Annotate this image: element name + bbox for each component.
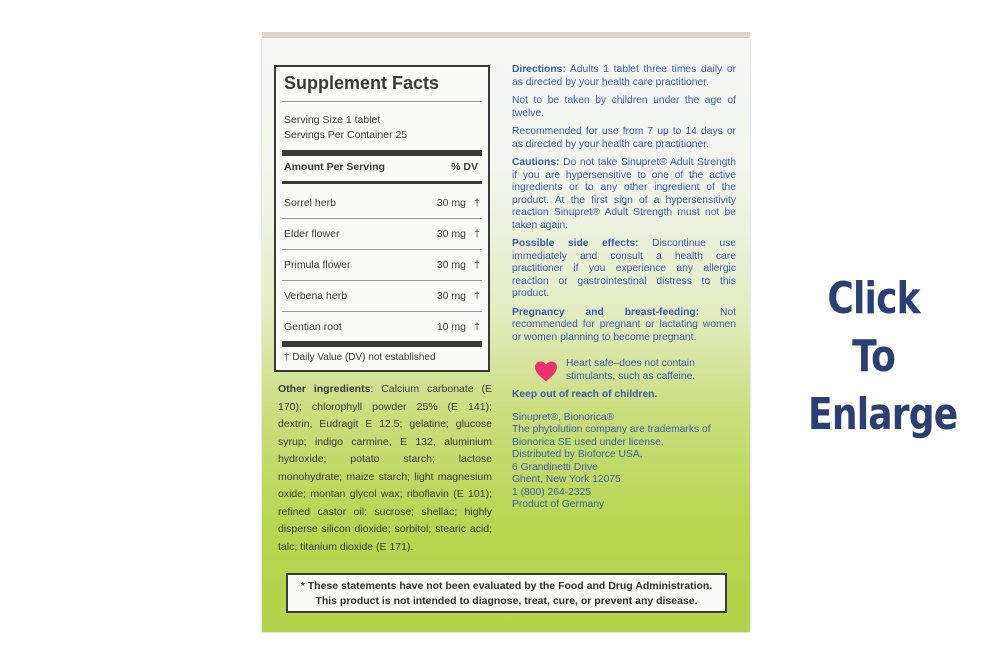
cautions: [512, 157, 736, 232]
nutrient-name: Elder flower: [284, 228, 340, 240]
address-line-1: 6 Grandinetti Drive: [512, 461, 598, 473]
directions-column: [512, 64, 736, 512]
pregnancy-label: Pregnancy and breast-feeding:: [512, 306, 700, 318]
dv-header: % DV: [451, 161, 478, 173]
disclaimer-line-2: This product is not intended to diagnose, treat, cure, or prevent any disease.: [315, 595, 698, 607]
dv-footnote: † Daily Value (DV) not established: [284, 352, 436, 363]
cta-line-1: Click To: [827, 273, 920, 382]
phone-number: 1 (800) 264-2325: [512, 486, 592, 498]
nutrient-dv: †: [474, 321, 480, 333]
side-effects: [512, 238, 736, 301]
usage-duration: Recommended for use from 7 up to 14 days or as directed by your health care practitioner.: [512, 126, 736, 150]
serving-size: Serving Size 1 tablet: [284, 114, 381, 126]
amount-header-row: [284, 161, 480, 173]
distributor: Distributed by Bioforce USA,: [512, 449, 643, 460]
nutrient-row: [284, 228, 480, 242]
nutrient-name: Verbena herb: [284, 290, 348, 302]
trademark-note: The phytolution company are trademarks of Bionorica SE used under license.: [512, 424, 711, 448]
thick-divider: [282, 150, 482, 156]
nutrient-amount: 30 mg: [436, 290, 466, 302]
nutrient-dv: †: [474, 197, 480, 209]
nutrient-name: Primula flower: [284, 259, 351, 271]
click-to-enlarge-link[interactable]: [808, 270, 958, 444]
disclaimer-line-1: * These statements have not been evaluated by the Food and Drug Administration.: [300, 580, 713, 592]
other-ingredients-text: : Calcium carbonate (E 170); chlorophyll powder 25% (E 141); dextrin, Eudragit E 12.5; gelatine; glucose syrup; indigo carmine, E 132, aluminium hydroxide; potato starch; lactose monohydrate; maize starch; light magnesium oxide; montan glycol wax; riboflavin (E 101); refined castor oil; sucrose; shellac; highly disperse silicon dioxide; sorbitol; stearic acid; talc; titanium dioxide (E 171).: [278, 383, 492, 553]
children-warning: Not to be taken by children under the age of twelve.: [512, 95, 736, 119]
directions-text: Adults 1 tablet three times daily or as directed by your health care practitioner.: [512, 64, 736, 88]
divider: [282, 311, 482, 312]
other-ingredients: [278, 381, 492, 556]
serving-info: [284, 113, 407, 143]
heart-safe-text: Heart safe–does not contain stimulants, such as caffeine.: [566, 358, 696, 382]
nutrient-row: [284, 290, 480, 304]
side-effects-text: Discontinue use immediately and consult a health care practitioner if you experience any allergic reaction or gastrointestinal distress to this product.: [512, 238, 736, 299]
pregnancy-text: Not recommended for pregnant or lactating women or women planning to become pregnant.: [512, 306, 736, 343]
nutrient-row: [284, 321, 480, 335]
country-of-origin: Product of Germany: [512, 499, 605, 510]
supplement-facts-title: Supplement Facts: [284, 73, 440, 93]
divider: [282, 249, 482, 250]
nutrient-amount: 10 mg: [436, 321, 466, 333]
nutrient-row: [284, 197, 480, 211]
heart-icon: [534, 360, 558, 384]
nutrient-name: Gentian root: [284, 321, 342, 333]
nutrient-amount: 30 mg: [436, 197, 466, 209]
nutrient-dv: †: [474, 290, 480, 302]
nutrient-dv: †: [474, 259, 480, 271]
pregnancy: [512, 307, 736, 345]
address-line-2: Ghent, New York 12075: [512, 474, 621, 485]
servings-per-container: Servings Per Container 25: [284, 129, 408, 141]
fda-disclaimer: [286, 573, 727, 613]
nutrient-amount: 30 mg: [436, 228, 466, 240]
divider: [282, 280, 482, 281]
directions: [512, 64, 736, 89]
supplement-facts-panel: [274, 65, 490, 372]
nutrient-row: [284, 259, 480, 273]
thick-divider: [282, 341, 482, 347]
cta-line-2: Enlarge: [808, 389, 958, 440]
other-ingredients-label: Other ingredients: [278, 383, 371, 395]
header-divider: [282, 181, 482, 184]
directions-label: Directions:: [512, 64, 566, 75]
divider: [282, 218, 482, 219]
side-effects-label: Possible side effects:: [512, 238, 639, 249]
keep-out-of-reach: Keep out of reach of children.: [512, 389, 658, 400]
amount-per-serving-label: Amount Per Serving: [284, 161, 385, 173]
nutrient-amount: 30 mg: [436, 259, 466, 271]
cautions-text: Do not take Sinupret® Adult Strength if you are hypersensitive to one of the active ingredients or to any other ingredient of the product. At the first sign of a hypersensitivity reaction Sinupret® Adult Strength must not be taken again.: [512, 157, 736, 231]
divider: [282, 101, 482, 102]
brand-names: Sinupret®, Bionorica®: [512, 411, 615, 423]
company-info: [512, 412, 736, 512]
cautions-label: Cautions:: [512, 157, 560, 168]
heart-safe-note: [512, 358, 736, 383]
nutrient-name: Sorrel herb: [284, 197, 336, 209]
nutrient-dv: †: [474, 228, 480, 240]
